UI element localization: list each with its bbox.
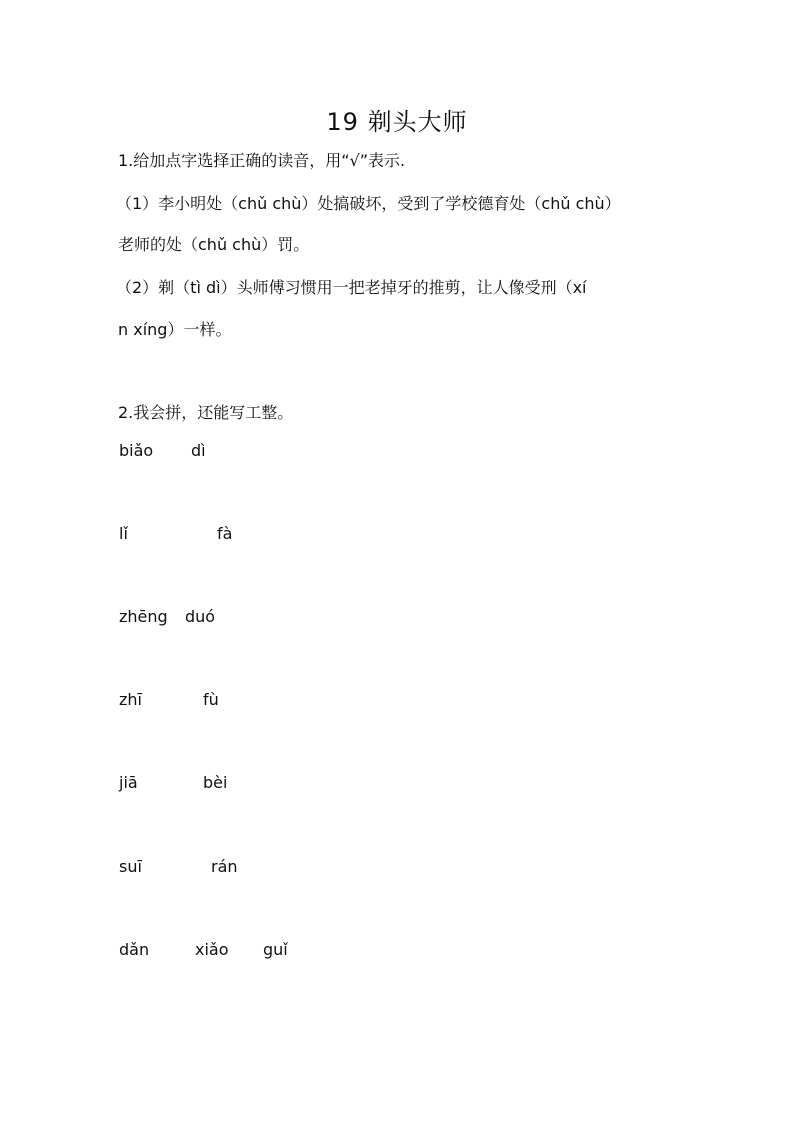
q1-line-3: （2）剃（tì dì）头师傅习惯用一把老掉牙的推剪，让人像受刑（xí (116, 278, 587, 297)
pinyin-word: fà (217, 524, 233, 543)
q1-line-4: n xíng）一样。 (118, 320, 232, 339)
pinyin-word: guǐ (263, 940, 288, 959)
pinyin-word: rán (211, 857, 238, 876)
pinyin-word: xiǎo (195, 940, 229, 959)
pinyin-word: fù (203, 690, 219, 709)
pinyin-word: jiā (119, 773, 138, 792)
pinyin-word: zhēng (119, 607, 168, 626)
q1-line-1: （1）李小明处（chǔ chù）处搞破坏，受到了学校德育处（chǔ chù） (116, 194, 621, 213)
q2-heading: 2.我会拼，还能写工整。 (118, 403, 294, 422)
pinyin-word: biǎo (119, 441, 154, 460)
pinyin-word: duó (185, 607, 216, 626)
q1-line-2: 老师的处（chǔ chù）罚。 (118, 235, 310, 254)
q1-heading: 1.给加点字选择正确的读音，用“√”表示. (118, 151, 406, 170)
page-title: 19 剃头大师 (326, 108, 468, 136)
pinyin-word: lǐ (119, 524, 128, 543)
pinyin-word: dǎn (119, 940, 150, 959)
pinyin-word: bèi (203, 773, 228, 792)
pinyin-word: zhī (119, 690, 142, 709)
pinyin-word: dì (191, 441, 206, 460)
pinyin-word: suī (119, 857, 142, 876)
